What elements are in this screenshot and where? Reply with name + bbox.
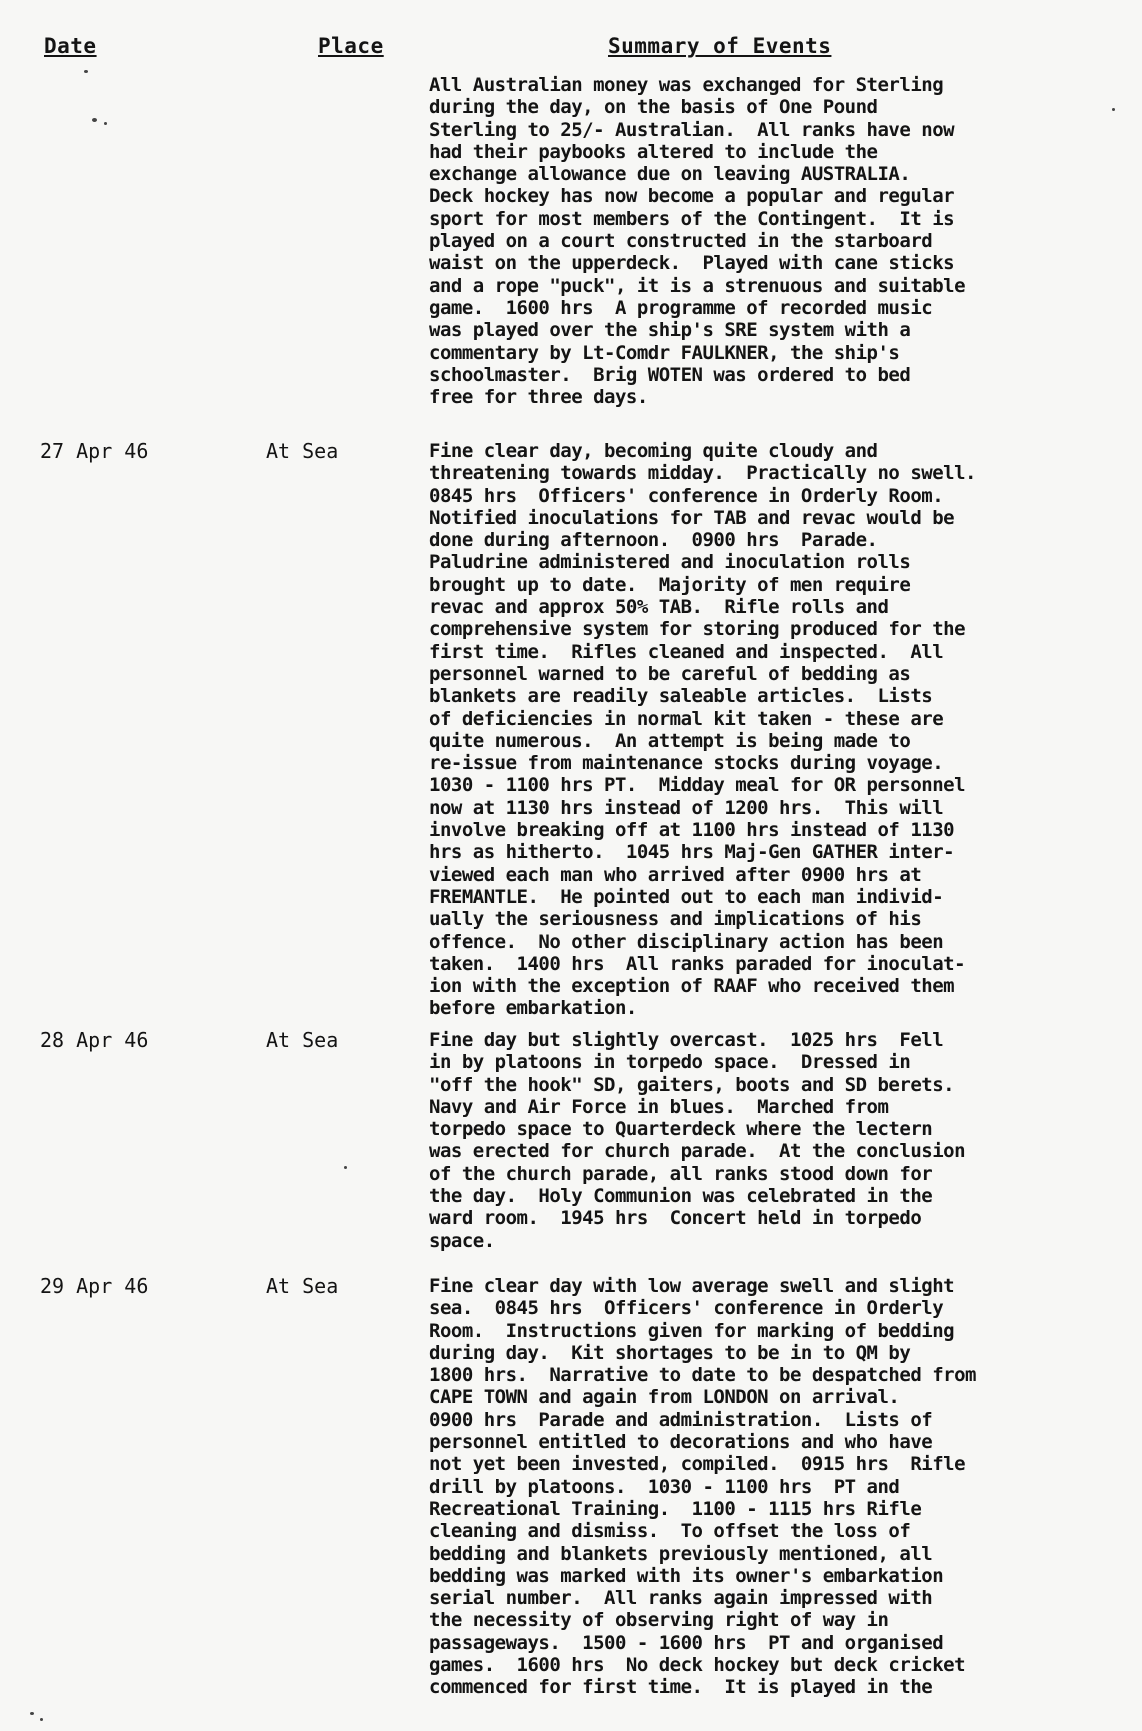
entry-place: At Sea [266, 439, 339, 463]
scan-speck [344, 1166, 347, 1169]
scan-speck [40, 1718, 43, 1721]
entry-summary: Fine clear day with low average swell and slight sea. 0845 hrs Officers' conference in Orderly Room. Instructions given for marking of bedding during day. Kit shortages to be in to QM by 1800 hrs. Narrative to date to be despatched from CAPE TOWN and again from LONDON on arrival. 0900 hrs Parade and administration. Lists of personnel entitled to decorations and who have not yet been invested, compiled. 0915 hrs Rifle drill by platoons. 1030 - 1100 hrs PT and Recreational Training. 1100 - 1115 hrs Rifle cleaning and dismiss. To offset the loss of bedding and blankets previously mentioned, all bedding was marked with its owner's embarkation serial number. All ranks again impressed with the necessity of observing right of way in passageways. 1500 - 1600 hrs PT and organised games. 1600 hrs No deck hockey but deck cricket commenced for first time. It is played in the [429, 1275, 976, 1699]
header-date: Date [44, 34, 97, 58]
header-place: Place [318, 34, 384, 58]
entry-date: 28 Apr 46 [40, 1028, 149, 1052]
scan-speck [104, 122, 107, 125]
scan-speck [30, 1712, 34, 1715]
scan-speck [84, 70, 88, 73]
entry-date: 29 Apr 46 [40, 1274, 149, 1298]
entry-date: 27 Apr 46 [40, 439, 149, 463]
entry-summary: Fine clear day, becoming quite cloudy and threatening towards midday. Practically no swell. 0845 hrs Officers' conference in Orderly Room. Notified inoculations for TAB and revac would be done during afternoon. 0900 hrs Parade. Paludrine administered and inoculation rolls brought up to date. Majority of men require revac and approx 50% TAB. Rifle rolls and comprehensive system for storing produced for the first time. Rifles cleaned and inspected. All personnel warned to be careful of bedding as blankets are readily saleable articles. Lists of deficiencies in normal kit taken - these are quite numerous. An attempt is being made to re-issue from maintenance stocks during voyage. 1030 - 1100 hrs PT. Midday meal for OR personnel now at 1130 hrs instead of 1200 hrs. This will involve breaking off at 1100 hrs instead of 1130 hrs as hitherto. 1045 hrs Maj-Gen GATHER inter- viewed each man who arrived after 0900 hrs at FREMANTLE. He pointed out to each man individ- ually the seriousness and implications of his offence. No other disciplinary action has been taken. 1400 hrs All ranks paraded for inoculat- ion with the exception of RAAF who received them before embarkation. [429, 440, 976, 1020]
entry-summary: All Australian money was exchanged for Sterling during the day, on the basis of One Pound Sterling to 25/- Australian. All ranks have now had their paybooks altered to include the exchange allowance due on leaving AUSTRALIA. Deck hockey has now become a popular and regular sport for most members of the Contingent. It is played on a court constructed in the starboard waist on the upperdeck. Played with cane sticks and a rope "puck", it is a strenuous and suitable game. 1600 hrs A programme of recorded music was played over the ship's SRE system with a commentary by Lt-Comdr FAULKNER, the ship's schoolmaster. Brig WOTEN was ordered to bed free for three days. [429, 74, 966, 409]
entry-place: At Sea [266, 1274, 339, 1298]
header-summary: Summary of Events [608, 34, 832, 58]
entry-summary: Fine day but slightly overcast. 1025 hrs Fell in by platoons in torpedo space. Dressed in "off the hook" SD, gaiters, boots and SD berets. Navy and Air Force in blues. Marched from torpedo space to Quarterdeck where the lectern was erected for church parade. At the conclusion of the church parade, all ranks stood down for the day. Holy Communion was celebrated in the ward room. 1945 hrs Concert held in torpedo space. [429, 1029, 966, 1252]
scan-speck [1112, 108, 1115, 111]
entry-place: At Sea [266, 1028, 339, 1052]
scan-speck [92, 118, 97, 122]
